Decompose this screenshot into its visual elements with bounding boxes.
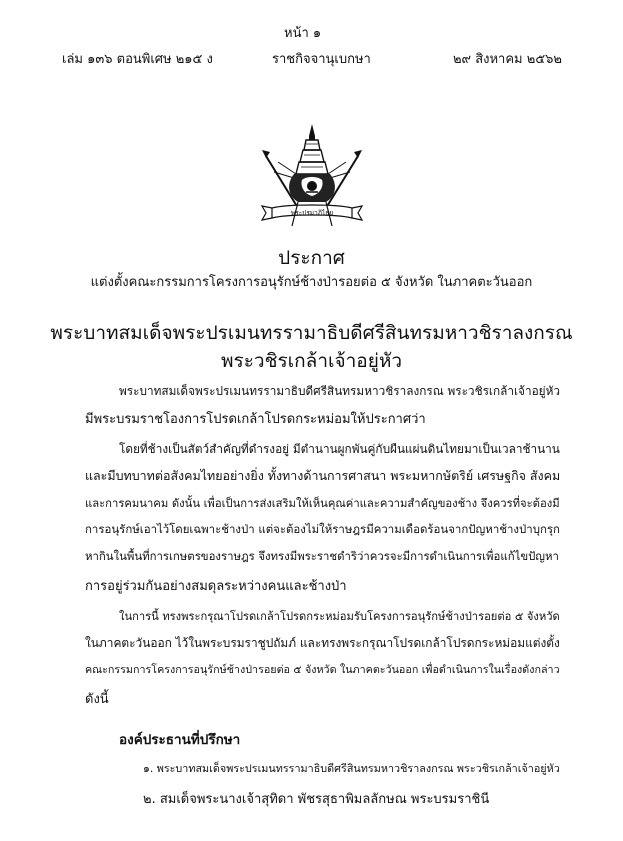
royal-crown-emblem-icon	[248, 122, 376, 234]
paragraph-line: และการคมนาคม ดังนั้น เพื่อเป็นการส่งเสริมให้เห็นคุณค่าและความสำคัญของช้าง จึงควรที่จะต้องมี	[85, 497, 560, 510]
paragraph-line: มีพระบรมราชโองการโปรดเกล้าโปรดกระหม่อมให้ประกาศว่า	[85, 412, 426, 427]
publication-date: ๒๙ สิงหาคม ๒๕๖๒	[452, 52, 562, 67]
section-heading: องค์ประธานที่ปรึกษา	[119, 732, 241, 748]
list-item: ๒. สมเด็จพระนางเจ้าสุทิดา พัชรสุธาพิมลลักษณ พระบรมราชินี	[143, 792, 490, 807]
paragraph-line: คณะกรรมการโครงการอนุรักษ์ช้างป่ารอยต่อ ๕ จังหวัด ในภาคตะวันออก เพื่อดำเนินการในเรื่องดังกล่าว	[85, 663, 560, 676]
paragraph-line: การอยู่ร่วมกันอย่างสมดุลระหว่างคนและช้างป่า	[85, 579, 347, 594]
list-item: ๑. พระบาทสมเด็จพระปรเมนทรรามาธิบดีศรีสินทรมหาวชิราลงกรณ พระวชิรเกล้าเจ้าอยู่หัว	[143, 762, 560, 775]
paragraph-line: ดังนี้	[85, 692, 109, 707]
paragraph-line: และมีบทบาทต่อสังคมไทยอย่างยิ่ง ทั้งทางด้านการศาสนา พระมหากษัตริย์ เศรษฐกิจ สังคม	[85, 468, 561, 483]
royal-name-line-1: พระบาทสมเด็จพระปรเมนทรรามาธิบดีศรีสินทรมหาวชิราลงกรณ	[50, 322, 573, 344]
paragraph-line: ในการนี้ ทรงพระกรุณาโปรดเกล้าโปรดกระหม่อมรับโครงการอนุรักษ์ช้างป่ารอยต่อ ๕ จังหวัด	[119, 610, 560, 623]
announcement-subtitle: แต่งตั้งคณะกรรมการโครงการอนุรักษ์ช้างป่ารอยต่อ ๕ จังหวัด ในภาคตะวันออก	[90, 275, 533, 290]
emblem-caption: พระปรมาภิไธย	[290, 209, 334, 217]
gazette-name: ราชกิจจานุเบกษา	[272, 52, 371, 67]
royal-name-line-2: พระวชิรเกล้าเจ้าอยู่หัว	[220, 350, 403, 372]
paragraph-line: ในภาคตะวันออก ไว้ในพระบรมราชูปถัมภ์ และทรงพระกรุณาโปรดเกล้าโปรดกระหม่อมแต่งตั้ง	[85, 636, 560, 650]
paragraph-line: การอนุรักษ์เอาไว้โดยเฉพาะช้างป่า แต่จะต้องไม่ให้ราษฎรมีความเดือดร้อนจากปัญหาช้างป่าบุกรุก	[85, 522, 560, 536]
paragraph-line: พระบาทสมเด็จพระปรเมนทรรามาธิบดีศรีสินทรมหาวชิราลงกรณ พระวชิรเกล้าเจ้าอยู่หัว	[119, 384, 561, 398]
page-number: หน้า ๑	[284, 26, 322, 41]
paragraph-line: โดยที่ช้างเป็นสัตว์สำคัญที่ดำรงอยู่ มีตำนานผูกพันคู่กับผืนแผ่นดินไทยมาเป็นเวลาช้านาน	[119, 442, 560, 456]
gazette-header	[62, 48, 562, 66]
volume-issue: เล่ม ๑๓๖ ตอนพิเศษ ๒๑๕ ง	[62, 52, 213, 67]
announcement-title: ประกาศ	[278, 247, 345, 269]
paragraph-line: หากินในพื้นที่การเกษตรของราษฎร จึงทรงมีพระราชดำริว่าควรจะมีการดำเนินการเพื่อแก้ไขปัญหา	[85, 549, 559, 563]
